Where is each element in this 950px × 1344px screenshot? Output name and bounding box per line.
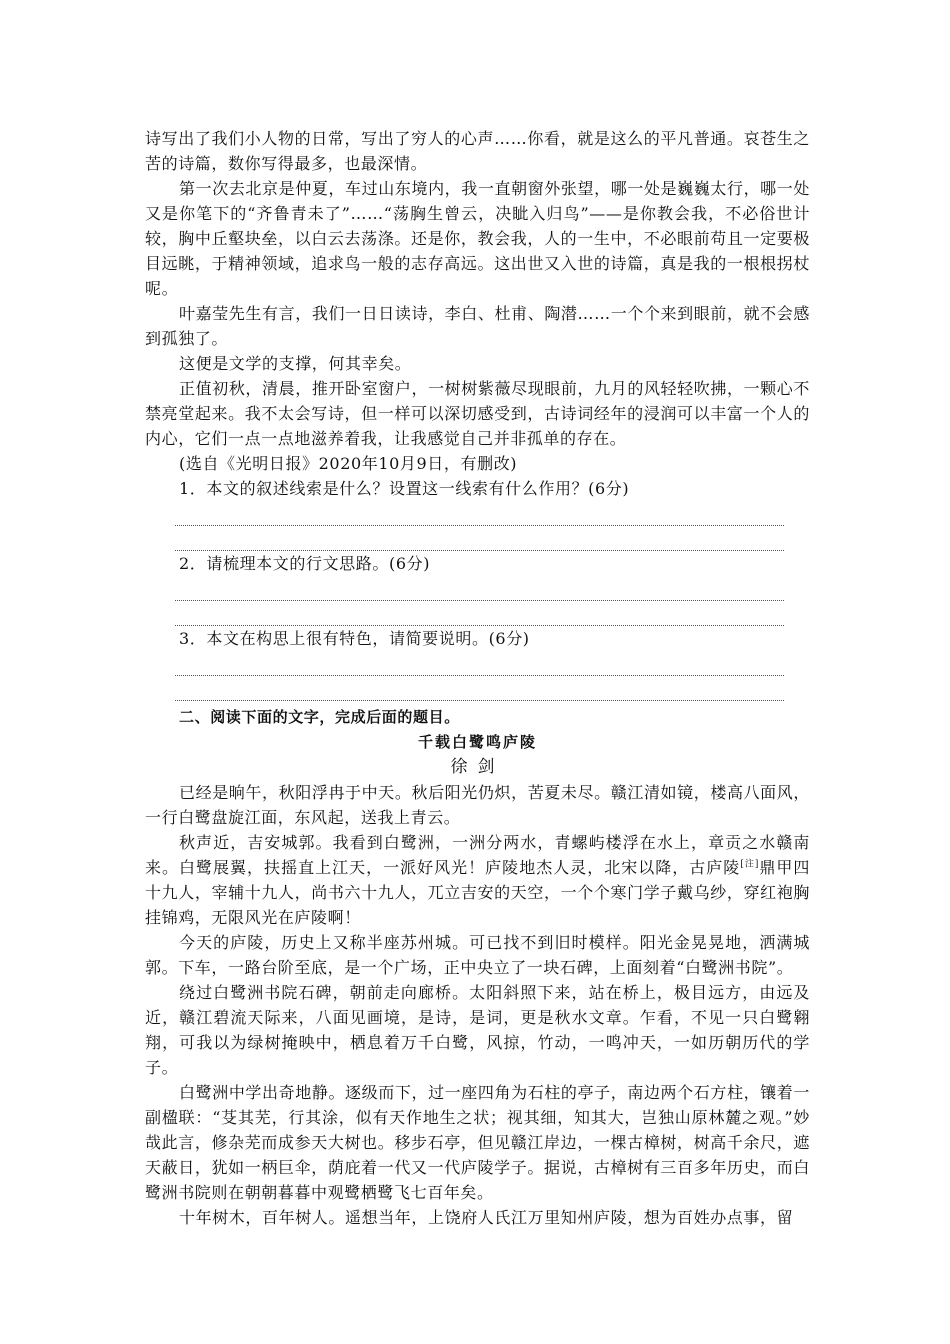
article-title: 千载白鹭鸣庐陵 [417, 733, 537, 751]
paragraph: 第一次去北京是仲夏，车过山东境内，我一直朝窗外张望，哪一处是巍巍太行，哪一处又是你笔下的“齐鲁青未了”……“荡胸生曾云，决眦入归鸟”——是你教会我，不必俗世计较，胸中丘壑块垒，以白云去荡涤。还是你，教会我，人的一生中，不必眼前苟且一定要极目远眺，于精神领域，追求鸟一般的志存高远。这出世又入世的诗篇，真是我的一根根拐杖呢。 [145, 179, 810, 298]
question-1: 1．本文的叙述线索是什么？设置这一线索有什么作用？(6分) [179, 479, 630, 498]
paragraph: 正值初秋，清晨，推开卧室窗户，一树树紫薇尽现眼前，九月的风轻轻吹拂，一颗心不禁亮堂起来。我不太会写诗，但一样可以深切感受到，古诗词经年的浸润可以丰富一个人的内心，它们一点一点地滋养着我，让我感觉自己并非孤单的存在。 [145, 379, 810, 448]
answer-line[interactable] [175, 526, 784, 551]
paragraph: 这便是文学的支撑，何其幸矣。 [179, 354, 412, 373]
answer-line[interactable] [175, 501, 784, 526]
question-2: 2．请梳理本文的行文思路。(6分) [179, 554, 431, 573]
paragraph [145, 830, 810, 930]
paragraph: 绕过白鹭洲书院石碑，朝前走向廊桥。太阳斜照下来，站在桥上，极目远方，由远及近，赣江碧流天际来，八面见画境，是诗，是词，更是秋水文章。乍看，不见一只白鹭翱翔，可我以为绿树掩映中，栖息着万千白鹭，风掠，竹动，一鸣冲天，一如历朝历代的学子。 [145, 983, 810, 1077]
answer-line[interactable] [175, 651, 784, 676]
answer-line[interactable] [175, 576, 784, 601]
article-author: 徐剑 [450, 757, 505, 777]
paragraph: 已经是晌午，秋阳浮冉于中天。秋后阳光仍炽，苦夏未尽。赣江清如镜，楼高八面风，一行白鹭盘旋江面，东风起，送我上青云。 [145, 783, 810, 827]
question-3: 3．本文在构思上很有特色，请简要说明。(6分) [179, 629, 530, 648]
section-heading: 二、阅读下面的文字，完成后面的题目。 [179, 709, 460, 726]
paragraph: 叶嘉莹先生有言，我们一日日读诗，李白、杜甫、陶潜……一个个来到眼前，就不会感到孤独了。 [145, 304, 810, 348]
paragraph: 今天的庐陵，历史上又称半座苏州城。可已找不到旧时模样。阳光金晃晃地，洒满城郭。下车，一路台阶至底，是一个广场，正中央立了一块石碑，上面刻着“白鹭洲书院”。 [145, 933, 810, 977]
paragraph-text: 鼎甲四十九人，宰辅十九人，尚书六十九人，兀立吉安的天空，一个个寒门学子戴乌纱，穿红袍胸挂锦鸡，无限风光在庐陵啊！ [145, 858, 810, 927]
answer-line[interactable] [175, 601, 784, 626]
paragraph: 十年树木，百年树人。遥想当年，上饶府人氏江万里知州庐陵，想为百姓办点事，留 [179, 1208, 794, 1227]
paragraph: 诗写出了我们小人物的日常，写出了穷人的心声……你看，就是这么的平凡普通。哀苍生之苦的诗篇，数你写得最多，也最深情。 [145, 129, 810, 173]
paragraph: 白鹭洲中学出奇地静。逐级而下，过一座四角为石柱的亭子，南边两个石方柱，镶着一副楹联：“芟其芜，行其涂，似有天作地生之状；视其细，知其大，岂独山原林麓之观。”妙哉此言，修杂芜而成参天大树也。移步石亭，但见赣江岸边，一棵古樟树，树高千余尺，遮天蔽日，犹如一柄巨伞，荫庇着一代又一代庐陵学子。据说，古樟树有三百多年历史，而白鹭洲书院则在朝朝暮暮中观鹭栖鹭飞七百年矣。 [145, 1083, 810, 1202]
source-citation: (选自《光明日报》2020年10月9日，有删改) [179, 454, 518, 473]
paragraph-text: 秋声近，吉安城郭。我看到白鹭洲，一洲分两水，青螺屿楼浮在水上，章贡之水赣南来。白鹭展翼，扶摇直上江天，一派好风光！庐陵地杰人灵，北宋以降，古庐陵 [145, 833, 810, 877]
answer-line[interactable] [175, 676, 784, 701]
footnote-marker: [注] [740, 859, 759, 870]
